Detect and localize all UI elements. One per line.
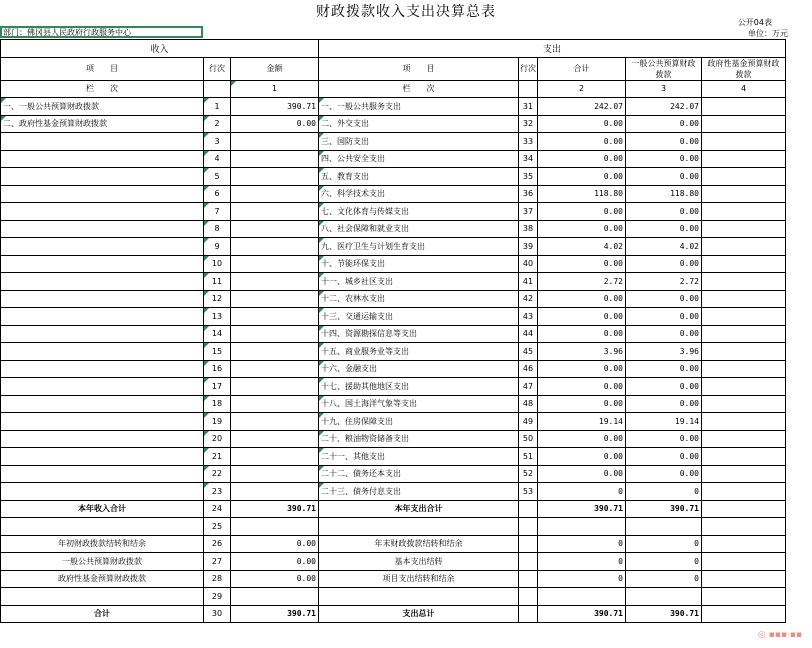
table-row xyxy=(1,395,786,413)
income-line-cell[interactable]: 15 xyxy=(204,343,231,361)
general-budget-header: 一般公共预算财政拨款 xyxy=(626,57,702,80)
expense-line-cell[interactable] xyxy=(519,570,538,588)
expense-total-cell[interactable]: 2.72 xyxy=(538,273,626,291)
expense-line-cell[interactable]: 51 xyxy=(519,448,538,466)
fund-budget-cell[interactable] xyxy=(702,343,786,361)
expense-item-cell[interactable]: 二、外交支出 xyxy=(319,115,519,133)
fund-budget-cell[interactable] xyxy=(702,133,786,151)
income-line-cell[interactable]: 13 xyxy=(204,308,231,326)
general-budget-cell[interactable]: 0 xyxy=(626,535,702,553)
income-amount-cell[interactable] xyxy=(231,150,319,168)
expense-total-amount[interactable]: 390.71 xyxy=(538,500,626,518)
general-budget-cell[interactable]: 0.00 xyxy=(626,395,702,413)
expense-total-cell[interactable]: 0.00 xyxy=(538,360,626,378)
expense-total-cell[interactable]: 0.00 xyxy=(538,168,626,186)
income-line-header: 行次 xyxy=(204,57,231,80)
fund-budget-cell[interactable] xyxy=(702,220,786,238)
expense-line-cell[interactable]: 34 xyxy=(519,150,538,168)
general-budget-cell[interactable]: 0 xyxy=(626,483,702,501)
expense-total-cell[interactable]: 0.00 xyxy=(538,203,626,221)
fund-budget-cell[interactable] xyxy=(702,325,786,343)
income-item-cell[interactable] xyxy=(1,220,204,238)
fund-budget-cell[interactable] xyxy=(702,378,786,396)
expense-item-cell[interactable]: 基本支出结转 xyxy=(319,553,519,571)
expense-line-cell[interactable]: 44 xyxy=(519,325,538,343)
expense-item-cell[interactable]: 十五、商业服务业等支出 xyxy=(319,343,519,361)
table-row xyxy=(1,553,786,571)
grand-total-row xyxy=(1,605,786,623)
expense-total-cell[interactable]: 0.00 xyxy=(538,255,626,273)
grand-expense-line[interactable] xyxy=(519,605,538,623)
expense-item-cell[interactable]: 二十二、债务还本支出 xyxy=(319,465,519,483)
expense-line-cell[interactable]: 32 xyxy=(519,115,538,133)
expense-line-cell[interactable]: 43 xyxy=(519,308,538,326)
expense-total-cell[interactable]: 0.00 xyxy=(538,395,626,413)
budget-table xyxy=(0,39,786,623)
department-cell[interactable]: 部门：佛冈县人民政府行政服务中心 xyxy=(0,26,203,38)
general-budget-cell[interactable]: 0.00 xyxy=(626,360,702,378)
income-item-cell[interactable] xyxy=(1,360,204,378)
general-budget-cell[interactable] xyxy=(626,588,702,606)
grand-general-amount[interactable]: 390.71 xyxy=(626,605,702,623)
income-line-cell[interactable]: 21 xyxy=(204,448,231,466)
income-item-cell[interactable]: 年初财政拨款结转和结余 xyxy=(1,535,204,553)
expense-total-cell[interactable]: 0 xyxy=(538,570,626,588)
table-row xyxy=(1,168,786,186)
income-total-amount[interactable]: 390.71 xyxy=(231,500,319,518)
expense-item-cell[interactable]: 十二、农林水支出 xyxy=(319,290,519,308)
table-row xyxy=(1,378,786,396)
expense-line-cell[interactable]: 35 xyxy=(519,168,538,186)
table-row xyxy=(1,413,786,431)
expense-total-cell[interactable]: 0.00 xyxy=(538,150,626,168)
income-line-cell[interactable]: 26 xyxy=(204,535,231,553)
table-row xyxy=(1,570,786,588)
income-amount-cell[interactable]: 390.71 xyxy=(231,98,319,116)
table-row xyxy=(1,535,786,553)
general-budget-cell[interactable]: 0.00 xyxy=(626,168,702,186)
expense-item-cell[interactable]: 二十、粮油物资储备支出 xyxy=(319,430,519,448)
income-amount-cell[interactable] xyxy=(231,483,319,501)
expense-item-cell[interactable]: 十四、资源勘探信息等支出 xyxy=(319,325,519,343)
expense-total-cell[interactable] xyxy=(538,588,626,606)
income-line-cell[interactable]: 7 xyxy=(204,203,231,221)
general-budget-cell[interactable]: 0.00 xyxy=(626,255,702,273)
expense-line-cell[interactable] xyxy=(519,535,538,553)
expense-line-cell[interactable]: 47 xyxy=(519,378,538,396)
general-budget-cell[interactable]: 0.00 xyxy=(626,203,702,221)
expense-item-cell[interactable]: 二十一、其他支出 xyxy=(319,448,519,466)
table-row xyxy=(1,185,786,203)
column-index-3: 3 xyxy=(626,80,702,98)
general-budget-cell[interactable]: 19.14 xyxy=(626,413,702,431)
expense-line-header: 行次 xyxy=(519,57,538,80)
table-row xyxy=(1,150,786,168)
income-amount-cell[interactable] xyxy=(231,255,319,273)
expense-line-cell[interactable] xyxy=(519,553,538,571)
general-budget-cell[interactable]: 3.96 xyxy=(626,343,702,361)
income-item-cell[interactable] xyxy=(1,430,204,448)
expense-total-cell[interactable]: 0.00 xyxy=(538,378,626,396)
table-row xyxy=(1,448,786,466)
expense-item-header: 项 目 xyxy=(319,57,519,80)
expense-total-cell[interactable]: 0 xyxy=(538,553,626,571)
income-amount-cell[interactable] xyxy=(231,273,319,291)
table-row xyxy=(1,343,786,361)
income-line-cell[interactable]: 6 xyxy=(204,185,231,203)
income-item-cell[interactable] xyxy=(1,448,204,466)
expense-line-cell[interactable] xyxy=(519,588,538,606)
expense-total-cell[interactable]: 0.00 xyxy=(538,220,626,238)
expense-line-cell[interactable]: 46 xyxy=(519,360,538,378)
income-amount-cell[interactable] xyxy=(231,220,319,238)
general-budget-cell[interactable]: 118.80 xyxy=(626,185,702,203)
expense-item-cell[interactable]: 八、社会保障和就业支出 xyxy=(319,220,519,238)
income-line-cell[interactable]: 18 xyxy=(204,395,231,413)
income-item-cell[interactable] xyxy=(1,588,204,606)
expense-line-cell[interactable]: 38 xyxy=(519,220,538,238)
expense-line-cell[interactable]: 33 xyxy=(519,133,538,151)
income-line-cell[interactable]: 5 xyxy=(204,168,231,186)
expense-total-cell[interactable]: 0.00 xyxy=(538,133,626,151)
general-budget-cell[interactable]: 0 xyxy=(626,570,702,588)
income-item-cell[interactable] xyxy=(1,185,204,203)
expense-item-cell[interactable]: 五、教育支出 xyxy=(319,168,519,186)
income-amount-cell[interactable] xyxy=(231,185,319,203)
expense-total-cell[interactable]: 0.00 xyxy=(538,325,626,343)
fund-budget-cell[interactable] xyxy=(702,273,786,291)
table-row xyxy=(1,308,786,326)
fund-budget-cell[interactable] xyxy=(702,570,786,588)
expense-total-cell[interactable]: 3.96 xyxy=(538,343,626,361)
expense-line-cell[interactable]: 41 xyxy=(519,273,538,291)
income-item-cell[interactable] xyxy=(1,308,204,326)
income-amount-cell[interactable]: 0.00 xyxy=(231,535,319,553)
fund-budget-cell[interactable] xyxy=(702,115,786,133)
income-line-cell[interactable]: 19 xyxy=(204,413,231,431)
table-row xyxy=(1,203,786,221)
income-item-cell[interactable] xyxy=(1,413,204,431)
income-item-cell[interactable] xyxy=(1,483,204,501)
fund-budget-cell[interactable] xyxy=(702,255,786,273)
column-index-2: 2 xyxy=(538,80,626,98)
income-line-cell[interactable]: 20 xyxy=(204,430,231,448)
expense-line-cell[interactable]: 37 xyxy=(519,203,538,221)
income-amount-cell[interactable] xyxy=(231,290,319,308)
income-line-cell[interactable]: 14 xyxy=(204,325,231,343)
expense-total-cell[interactable]: 0.00 xyxy=(538,115,626,133)
income-amount-cell[interactable] xyxy=(231,448,319,466)
column-index-1: 1 xyxy=(231,80,319,98)
table-row xyxy=(1,483,786,501)
expense-item-cell[interactable] xyxy=(319,588,519,606)
fund-budget-cell[interactable] xyxy=(702,413,786,431)
income-amount-cell[interactable]: 0.00 xyxy=(231,570,319,588)
expense-total-cell[interactable]: 0.00 xyxy=(538,290,626,308)
income-total-label[interactable]: 本年收入合计 xyxy=(1,500,204,518)
grand-income-amount[interactable]: 390.71 xyxy=(231,605,319,623)
table-row xyxy=(1,133,786,151)
expense-total-cell[interactable]: 0 xyxy=(538,535,626,553)
fund-budget-cell[interactable] xyxy=(702,203,786,221)
income-total-line[interactable]: 24 xyxy=(204,500,231,518)
fund-budget-cell[interactable] xyxy=(702,465,786,483)
general-budget-cell[interactable]: 0.00 xyxy=(626,115,702,133)
income-item-cell[interactable] xyxy=(1,255,204,273)
expense-line-cell[interactable]: 48 xyxy=(519,395,538,413)
expense-line-cell[interactable]: 42 xyxy=(519,290,538,308)
income-line-cell[interactable]: 25 xyxy=(204,518,231,536)
table-row xyxy=(1,325,786,343)
expense-item-cell[interactable]: 十一、城乡社区支出 xyxy=(319,273,519,291)
grand-expense-amount[interactable]: 390.71 xyxy=(538,605,626,623)
table-row xyxy=(1,430,786,448)
income-item-cell[interactable] xyxy=(1,325,204,343)
income-header: 收入 xyxy=(1,40,319,58)
expense-total-label[interactable]: 本年支出合计 xyxy=(319,500,519,518)
expense-total-line[interactable] xyxy=(519,500,538,518)
income-line-cell[interactable]: 27 xyxy=(204,553,231,571)
income-amount-cell[interactable]: 0.00 xyxy=(231,553,319,571)
income-item-cell[interactable] xyxy=(1,238,204,256)
income-amount-cell[interactable] xyxy=(231,308,319,326)
expense-total-cell[interactable]: 0.00 xyxy=(538,308,626,326)
income-item-cell[interactable] xyxy=(1,290,204,308)
income-line-cell[interactable]: 3 xyxy=(204,133,231,151)
report-title: 财政拨款收入支出决算总表 xyxy=(316,4,496,20)
fund-budget-cell[interactable] xyxy=(702,290,786,308)
expense-total-cell[interactable]: 0.00 xyxy=(538,448,626,466)
expense-line-cell[interactable]: 53 xyxy=(519,483,538,501)
table-row xyxy=(1,238,786,256)
general-total-amount[interactable]: 390.71 xyxy=(626,500,702,518)
expense-header: 支出 xyxy=(319,40,786,58)
fund-budget-cell[interactable] xyxy=(702,150,786,168)
column-index-label: 栏 次 xyxy=(1,80,204,98)
expense-line-cell[interactable]: 52 xyxy=(519,465,538,483)
income-line-cell[interactable]: 11 xyxy=(204,273,231,291)
income-item-header: 项 目 xyxy=(1,57,204,80)
general-budget-cell[interactable]: 0.00 xyxy=(626,150,702,168)
fund-budget-cell[interactable] xyxy=(702,430,786,448)
column-index-label-expense: 栏 次 xyxy=(319,80,519,98)
table-row xyxy=(1,115,786,133)
income-item-cell[interactable] xyxy=(1,273,204,291)
income-line-cell[interactable]: 8 xyxy=(204,220,231,238)
expense-total-cell[interactable]: 0.00 xyxy=(538,465,626,483)
fund-budget-cell[interactable] xyxy=(702,185,786,203)
expense-line-cell[interactable]: 45 xyxy=(519,343,538,361)
income-amount-header: 金额 xyxy=(231,57,319,80)
income-amount-cell[interactable] xyxy=(231,133,319,151)
expense-item-cell[interactable]: 项目支出结转和结余 xyxy=(319,570,519,588)
income-amount-cell[interactable] xyxy=(231,465,319,483)
table-row xyxy=(1,98,786,116)
income-amount-cell[interactable]: 0.00 xyxy=(231,115,319,133)
income-amount-cell[interactable] xyxy=(231,395,319,413)
column-index-4: 4 xyxy=(702,80,786,98)
income-line-cell[interactable]: 16 xyxy=(204,360,231,378)
expense-item-cell[interactable]: 九、医疗卫生与计划生育支出 xyxy=(319,238,519,256)
general-budget-cell[interactable]: 2.72 xyxy=(626,273,702,291)
fund-budget-cell[interactable] xyxy=(702,395,786,413)
grand-fund-amount[interactable] xyxy=(702,605,786,623)
fund-budget-cell[interactable] xyxy=(702,98,786,116)
expense-total-cell[interactable]: 0.00 xyxy=(538,430,626,448)
general-budget-cell[interactable]: 0.00 xyxy=(626,448,702,466)
income-amount-cell[interactable] xyxy=(231,413,319,431)
expense-line-cell[interactable]: 49 xyxy=(519,413,538,431)
income-amount-cell[interactable] xyxy=(231,203,319,221)
fund-budget-cell[interactable] xyxy=(702,448,786,466)
income-line-cell[interactable]: 4 xyxy=(204,150,231,168)
income-line-cell[interactable]: 22 xyxy=(204,465,231,483)
form-number: 公开04表 xyxy=(737,18,772,27)
general-budget-cell[interactable]: 0.00 xyxy=(626,308,702,326)
income-line-cell[interactable]: 2 xyxy=(204,115,231,133)
expense-total-cell[interactable]: 19.14 xyxy=(538,413,626,431)
general-budget-cell[interactable]: 4.02 xyxy=(626,238,702,256)
income-line-cell[interactable]: 1 xyxy=(204,98,231,116)
income-amount-cell[interactable] xyxy=(231,343,319,361)
expense-item-cell[interactable]: 十、节能环保支出 xyxy=(319,255,519,273)
expense-item-cell[interactable]: 十九、住房保障支出 xyxy=(319,413,519,431)
income-item-cell[interactable]: 一、一般公共预算财政拨款 xyxy=(1,98,204,116)
fund-budget-cell[interactable] xyxy=(702,308,786,326)
income-item-cell[interactable]: 政府性基金预算财政拨款 xyxy=(1,570,204,588)
general-budget-cell[interactable]: 242.07 xyxy=(626,98,702,116)
income-amount-cell[interactable] xyxy=(231,518,319,536)
expense-item-cell[interactable]: 七、文化体育与传媒支出 xyxy=(319,203,519,221)
expense-item-cell[interactable]: 十三、交通运输支出 xyxy=(319,308,519,326)
expense-total-cell[interactable]: 4.02 xyxy=(538,238,626,256)
expense-item-cell[interactable] xyxy=(319,518,519,536)
income-line-cell[interactable]: 12 xyxy=(204,290,231,308)
expense-total-cell[interactable] xyxy=(538,518,626,536)
expense-line-cell[interactable]: 40 xyxy=(519,255,538,273)
income-item-cell[interactable] xyxy=(1,203,204,221)
income-item-cell[interactable] xyxy=(1,378,204,396)
income-item-cell[interactable] xyxy=(1,150,204,168)
table-row xyxy=(1,290,786,308)
table-row xyxy=(1,360,786,378)
expense-total-header: 合计 xyxy=(538,57,626,80)
expense-total-cell[interactable]: 118.80 xyxy=(538,185,626,203)
income-amount-cell[interactable] xyxy=(231,325,319,343)
watermark-logo: ◎ ▪▪▪·▪▪ xyxy=(757,630,802,640)
income-item-cell[interactable] xyxy=(1,168,204,186)
fund-budget-cell[interactable] xyxy=(702,238,786,256)
income-line-cell[interactable]: 29 xyxy=(204,588,231,606)
grand-income-line[interactable]: 30 xyxy=(204,605,231,623)
income-item-cell[interactable] xyxy=(1,518,204,536)
table-row xyxy=(1,518,786,536)
income-item-cell[interactable]: 一般公共预算财政拨款 xyxy=(1,553,204,571)
fund-budget-cell[interactable] xyxy=(702,588,786,606)
general-budget-cell[interactable]: 0.00 xyxy=(626,290,702,308)
general-budget-cell[interactable]: 0.00 xyxy=(626,325,702,343)
income-line-cell[interactable]: 23 xyxy=(204,483,231,501)
fund-budget-cell[interactable] xyxy=(702,360,786,378)
income-item-cell[interactable] xyxy=(1,395,204,413)
expense-item-cell[interactable]: 十七、援助其他地区支出 xyxy=(319,378,519,396)
unit-label: 单位：万元 xyxy=(748,29,788,38)
income-amount-cell[interactable] xyxy=(231,360,319,378)
expense-line-cell[interactable]: 39 xyxy=(519,238,538,256)
table-row xyxy=(1,255,786,273)
expense-item-cell[interactable]: 十八、国土海洋气象等支出 xyxy=(319,395,519,413)
general-budget-cell[interactable]: 0.00 xyxy=(626,133,702,151)
fund-budget-cell[interactable] xyxy=(702,553,786,571)
table-row xyxy=(1,273,786,291)
expense-item-cell[interactable]: 四、公共安全支出 xyxy=(319,150,519,168)
general-budget-cell[interactable]: 0.00 xyxy=(626,378,702,396)
total-row xyxy=(1,500,786,518)
general-budget-cell[interactable]: 0.00 xyxy=(626,465,702,483)
income-line-cell[interactable]: 17 xyxy=(204,378,231,396)
fund-budget-header: 政府性基金预算财政拨款 xyxy=(702,57,786,80)
grand-expense-label[interactable]: 支出总计 xyxy=(319,605,519,623)
income-amount-cell[interactable] xyxy=(231,238,319,256)
income-amount-cell[interactable] xyxy=(231,430,319,448)
expense-item-cell[interactable]: 六、科学技术支出 xyxy=(319,185,519,203)
table-row xyxy=(1,588,786,606)
income-line-cell[interactable]: 9 xyxy=(204,238,231,256)
table-row xyxy=(1,220,786,238)
income-amount-cell[interactable] xyxy=(231,168,319,186)
fund-total-amount[interactable] xyxy=(702,500,786,518)
income-item-cell[interactable]: 二、政府性基金预算财政拨款 xyxy=(1,115,204,133)
income-item-cell[interactable] xyxy=(1,343,204,361)
fund-budget-cell[interactable] xyxy=(702,535,786,553)
general-budget-cell[interactable]: 0 xyxy=(626,553,702,571)
grand-income-label[interactable]: 合计 xyxy=(1,605,204,623)
income-amount-cell[interactable] xyxy=(231,378,319,396)
expense-item-cell[interactable]: 二十三、债务付息支出 xyxy=(319,483,519,501)
general-budget-cell[interactable]: 0.00 xyxy=(626,220,702,238)
general-budget-cell[interactable] xyxy=(626,518,702,536)
expense-line-cell[interactable]: 31 xyxy=(519,98,538,116)
expense-item-cell[interactable]: 年末财政拨款结转和结余 xyxy=(319,535,519,553)
expense-item-cell[interactable]: 三、国防支出 xyxy=(319,133,519,151)
expense-item-cell[interactable]: 一、一般公共服务支出 xyxy=(319,98,519,116)
income-amount-cell[interactable] xyxy=(231,588,319,606)
expense-total-cell[interactable]: 0 xyxy=(538,483,626,501)
income-item-cell[interactable] xyxy=(1,465,204,483)
general-budget-cell[interactable]: 0.00 xyxy=(626,430,702,448)
expense-line-cell[interactable]: 36 xyxy=(519,185,538,203)
fund-budget-cell[interactable] xyxy=(702,168,786,186)
expense-item-cell[interactable]: 十六、金融支出 xyxy=(319,360,519,378)
expense-line-cell[interactable] xyxy=(519,518,538,536)
expense-total-cell[interactable]: 242.07 xyxy=(538,98,626,116)
income-item-cell[interactable] xyxy=(1,133,204,151)
fund-budget-cell[interactable] xyxy=(702,483,786,501)
table-row xyxy=(1,465,786,483)
fund-budget-cell[interactable] xyxy=(702,518,786,536)
income-line-cell[interactable]: 10 xyxy=(204,255,231,273)
expense-line-cell[interactable]: 50 xyxy=(519,430,538,448)
income-line-cell[interactable]: 28 xyxy=(204,570,231,588)
